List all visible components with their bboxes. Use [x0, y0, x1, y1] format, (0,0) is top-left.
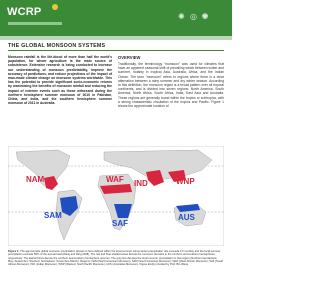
- page-title: THE GLOBAL MONSOON SYSTEMS: [8, 43, 106, 49]
- figure-caption: [8, 250, 224, 266]
- title-rule: [8, 50, 224, 51]
- logo-main: WCRP: [7, 6, 42, 18]
- monsoon-map: [8, 146, 224, 246]
- overview-heading: OVERVIEW: [118, 55, 141, 60]
- logo-swirl-icon: [52, 4, 58, 10]
- label-ind: IND: [134, 179, 148, 188]
- wmo-icon: ✺: [178, 12, 185, 21]
- label-waf: WAF: [106, 175, 124, 184]
- icsu-icon: ◉: [202, 13, 209, 20]
- logo-tagline-bar: [8, 22, 62, 25]
- label-saf: SAF: [112, 219, 128, 228]
- overview-paragraph: Traditionally, the terminology "monsoon" was used for climates that have an apparent seasonal shift of prevailing winds between winter and summer, notably in tropical Asia, Australia, Africa, and the Indian Ocean. The term "monsoon" refers to regions where there is a clear alternation between a rainy summer and dry winter season. According to this definition, the monsoon region is a broad pattern over all tropical continents, and is divided into seven regions: North America, South America, North Africa, South Africa, India, East Asia and Australia. These regions are generally found within the tropics or subtropics, with a strong characteristic circulation of the tropics and Pacific. Figure 1 shows the approximate location of: [118, 62, 224, 109]
- label-wnp: WNP: [176, 177, 195, 186]
- caption-text: The approximate global monsoon precipitation domain is here defined within the local summer minus winter precipitation rate exceeds 2.0 mm/day and the local summer precipitation exceeds 55% of the annual total (Wang and Ding 2008). The red and blue shaded areas denote the monsoon domains in the northern and southern hemispheres, respectively. The dashed lines denote the northern and southern hemisphere summer. The grey line denotes the local summer precipitation in that region (Northern hemisphere: May–September; Southern hemisphere: November–March). Regions: NAM (North American Monsoon); SAM (South American Monsoon); WAF (West African Monsoon); SAF (South African Monsoon); IND (Indian Monsoon); WNP (Western North Pacific Monsoon); AUS (Australian Monsoon). Figure kindly provided by Prof. Bin Wang.: [8, 250, 224, 267]
- label-nam: NAM: [26, 175, 45, 184]
- ioc-icon: ◎: [190, 12, 197, 21]
- header-band: [0, 36, 232, 40]
- wcrp-logo[interactable]: [7, 6, 41, 18]
- caption-lead: Figure 1:: [8, 250, 20, 253]
- label-sam: SAM: [44, 211, 62, 220]
- header-banner: [0, 0, 232, 36]
- label-aus: AUS: [178, 213, 195, 222]
- intro-paragraph: Monsoon rainfall is the life-blood of more than half the world's population, for whom agriculture is the main source of subsistence. Extensive research is being conducted to increase our understanding of monsoon predictability, improve the accuracy of predictions, and reduce projections of the impact of man-made climate change on monsoon systems worldwide. This has the potential to provide significant socio-economic returns by maximising the benefits of monsoon rainfall and reducing the impact of extreme events such as those witnessed during the northern hemisphere summer monsoon of 2010 in Pakistan, China, and India, and the southern hemisphere summer monsoon of 2011 in Australia.: [8, 55, 112, 106]
